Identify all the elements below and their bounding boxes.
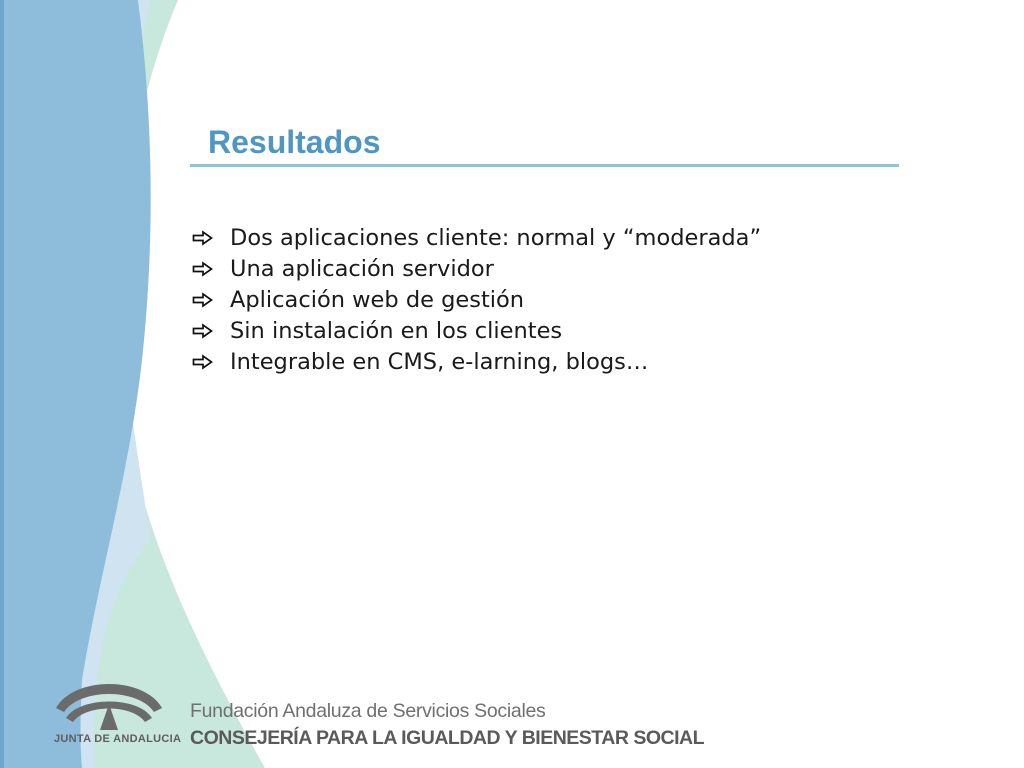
bullet-text: Sin instalación en los clientes [230, 317, 563, 344]
outline-right-arrow-icon [192, 292, 214, 308]
title-underline [190, 164, 899, 167]
logo-caption: JUNTA DE ANDALUCIA [54, 733, 182, 745]
foundation-name: Fundación Andaluza de Servicios Sociales [190, 700, 546, 722]
bullet-item [192, 253, 761, 284]
outline-right-arrow-icon [192, 230, 214, 246]
outline-right-arrow-icon [192, 323, 214, 339]
bullet-item [192, 346, 761, 377]
bullet-item [192, 315, 761, 346]
results-bullet-list [192, 222, 761, 377]
outline-right-arrow-icon [192, 354, 214, 370]
bullet-text: Una aplicación servidor [230, 255, 494, 282]
bullet-item [192, 284, 761, 315]
slide-title: Resultados [208, 124, 381, 160]
bullet-text: Aplicación web de gestión [230, 286, 525, 313]
ministry-name: CONSEJERÍA PARA LA IGUALDAD Y BIENESTAR SOCIAL [190, 727, 705, 749]
bullet-item [192, 222, 761, 253]
bullet-text: Dos aplicaciones cliente: normal y “moderada” [230, 224, 762, 251]
blue-wave-edge [0, 0, 4, 768]
bullet-text: Integrable en CMS, e-larning, blogs… [230, 348, 649, 375]
outline-right-arrow-icon [192, 261, 214, 277]
